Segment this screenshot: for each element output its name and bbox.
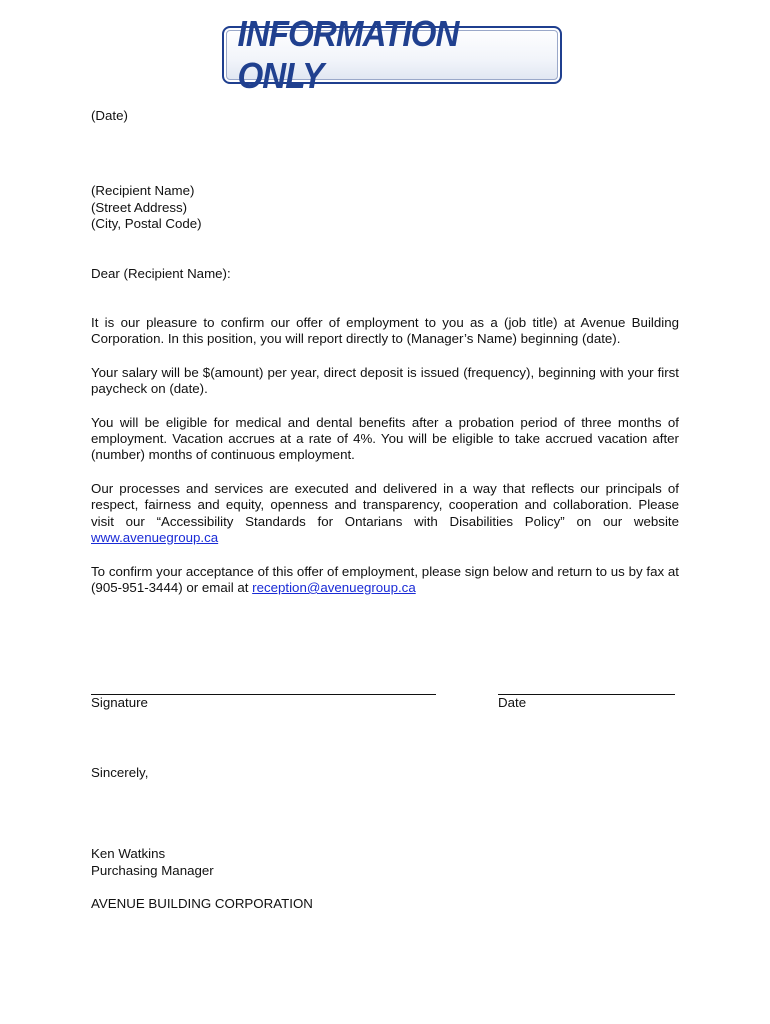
company-name: AVENUE BUILDING CORPORATION xyxy=(91,896,313,912)
signature-area xyxy=(91,682,679,722)
signer-name: Ken Watkins xyxy=(91,846,166,862)
signature-block xyxy=(91,682,436,711)
closing-block xyxy=(91,765,679,913)
stamp-text: INFORMATION ONLY xyxy=(237,13,459,96)
signature-label: Signature xyxy=(91,695,148,710)
information-only-stamp xyxy=(222,13,562,96)
paragraph-offer: It is our pleasure to confirm our offer of employment to you as a (job title) at Avenue Building Corporation. In this position, you will report directly to (Manager’s Name) beginning (date). xyxy=(91,315,679,347)
date-line xyxy=(498,682,675,695)
closing: Sincerely, xyxy=(91,765,149,780)
paragraph-benefits: You will be eligible for medical and dental benefits after a probation period of three months of employment. Vacation accrues at a rate of 4%. You will be eligible to take accrued vacation after (number) months of continuous employment. xyxy=(91,414,679,463)
letter-body xyxy=(91,108,679,596)
signer-title: Purchasing Manager xyxy=(91,862,214,878)
website-link[interactable]: www.avenuegroup.ca xyxy=(91,530,219,546)
recipient-name: (Recipient Name) xyxy=(91,183,195,199)
recipient-address xyxy=(91,183,679,232)
recipient-street: (Street Address) xyxy=(91,199,188,215)
paragraph-acceptance xyxy=(91,564,679,597)
acceptance-text: To confirm your acceptance of this offer of employment, please sign below and return to us by fax at (905-951-3444) or email at xyxy=(91,563,679,595)
email-link[interactable]: reception@avenuegroup.ca xyxy=(252,579,416,595)
salutation: Dear (Recipient Name): xyxy=(91,265,231,281)
paragraph-salary: Your salary will be $(amount) per year, direct deposit is issued (frequency), beginning with your first paycheck on (date). xyxy=(91,364,679,397)
signature-line xyxy=(91,682,436,695)
paragraph-principles xyxy=(91,481,679,547)
recipient-city: (City, Postal Code) xyxy=(91,216,202,232)
principles-text: Our processes and services are executed and delivered in a way that reflects our principals of respect, fairness and equity, openness and transparency, cooperation and collaboration. Please visit our “Accessibility Standards for Ontarians with Disabilities Policy” on our website xyxy=(91,480,679,529)
letter-date: (Date) xyxy=(91,108,128,123)
date-label: Date xyxy=(498,695,527,710)
date-block xyxy=(498,682,675,711)
